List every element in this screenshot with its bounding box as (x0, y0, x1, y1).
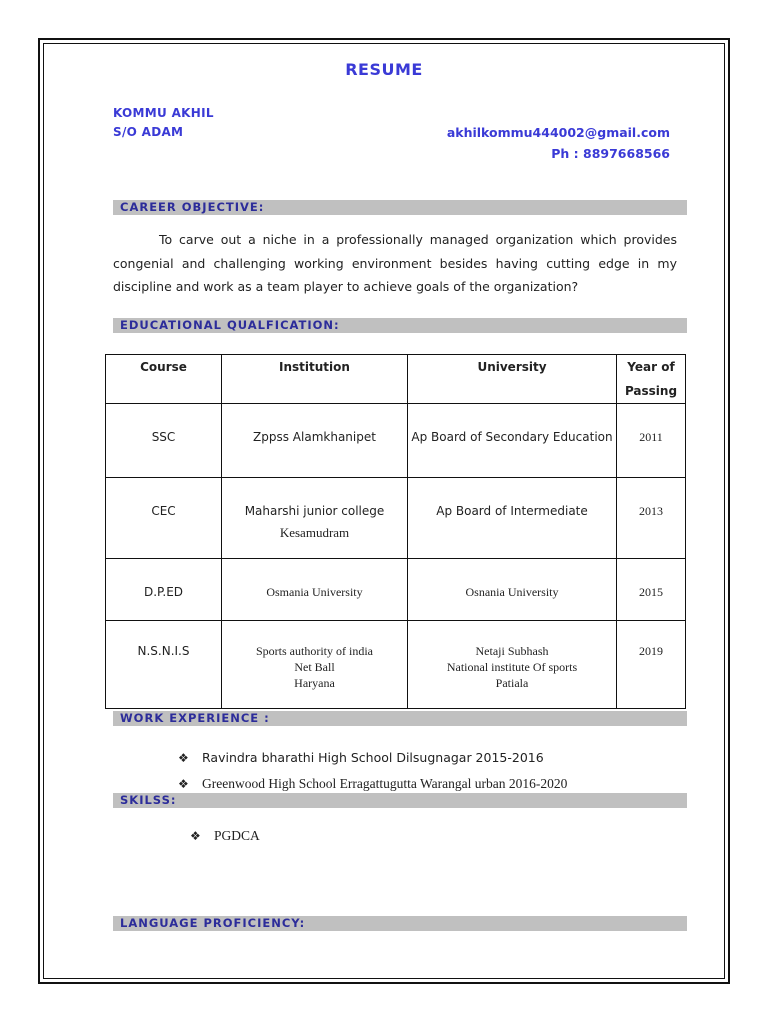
cell-course: SSC (106, 404, 222, 478)
work-item-text: Ravindra bharathi High School Dilsugnagar 2015-2016 (202, 750, 544, 765)
table-row (106, 621, 686, 709)
diamond-bullet-icon: ❖ (190, 829, 201, 843)
email-address: akhilkommu444002@gmail.com (446, 125, 670, 140)
diamond-bullet-icon: ❖ (178, 751, 189, 765)
father-name: S/O ADAM (113, 125, 184, 139)
header-university: University (408, 355, 617, 404)
cell-university: Ap Board of Secondary Education (408, 404, 617, 478)
cell-course: CEC (106, 478, 222, 559)
table-row (106, 559, 686, 621)
applicant-name: KOMMU AKHIL (113, 106, 214, 120)
table-row (106, 478, 686, 559)
section-education: EDUCATIONAL QUALFICATION: (113, 318, 687, 333)
institution-line: Kesamudram (279, 525, 350, 540)
table-row (106, 404, 686, 478)
cell-university: Osnania University (408, 559, 617, 621)
cell-institution (222, 621, 408, 709)
career-objective-text: To carve out a niche in a professionally managed organization which provides congenial and challenging working environment besides having cutting edge in my discipline and work as a team player to achieve goals of the organization? (113, 232, 677, 294)
cell-course: N.S.N.I.S (106, 621, 222, 709)
cell-institution: Zppss Alamkhanipet (222, 404, 408, 478)
list-item (190, 826, 260, 852)
institution-line: Sports authority of india (256, 644, 373, 658)
institution-line: Haryana (294, 676, 335, 690)
institution-line: Maharshi junior college (244, 504, 385, 518)
section-work-experience: WORK EXPERIENCE : (113, 711, 687, 726)
cell-institution (222, 478, 408, 559)
cell-year: 2013 (617, 478, 686, 559)
phone-number: Ph : 8897668566 (551, 146, 670, 161)
institution-line: Net Ball (294, 660, 335, 674)
cell-course: D.P.ED (106, 559, 222, 621)
cell-year: 2015 (617, 559, 686, 621)
skill-item-text: PGDCA (214, 828, 260, 843)
section-skills: SKILSS: (113, 793, 687, 808)
education-table (105, 354, 686, 709)
cell-institution: Osmania University (222, 559, 408, 621)
cell-year: 2011 (617, 404, 686, 478)
resume-title: RESUME (345, 60, 423, 79)
university-line: Patiala (495, 676, 529, 690)
diamond-bullet-icon: ❖ (178, 777, 189, 791)
section-career-objective: CAREER OBJECTIVE: (113, 200, 687, 215)
table-header-row (106, 355, 686, 404)
section-language-proficiency: LANGUAGE PROFICIENCY: (113, 916, 687, 931)
university-line: National institute Of sports (446, 660, 578, 674)
skills-list (190, 826, 260, 852)
header-course: Course (106, 355, 222, 404)
cell-university (408, 621, 617, 709)
university-line: Netaji Subhash (475, 644, 549, 658)
cell-year: 2019 (617, 621, 686, 709)
list-item (178, 748, 567, 774)
cell-university: Ap Board of Intermediate (408, 478, 617, 559)
header-institution: Institution (222, 355, 408, 404)
work-item-text: Greenwood High School Erragattugutta Warangal urban 2016-2020 (202, 776, 568, 791)
header-year: Year of Passing (617, 355, 686, 404)
